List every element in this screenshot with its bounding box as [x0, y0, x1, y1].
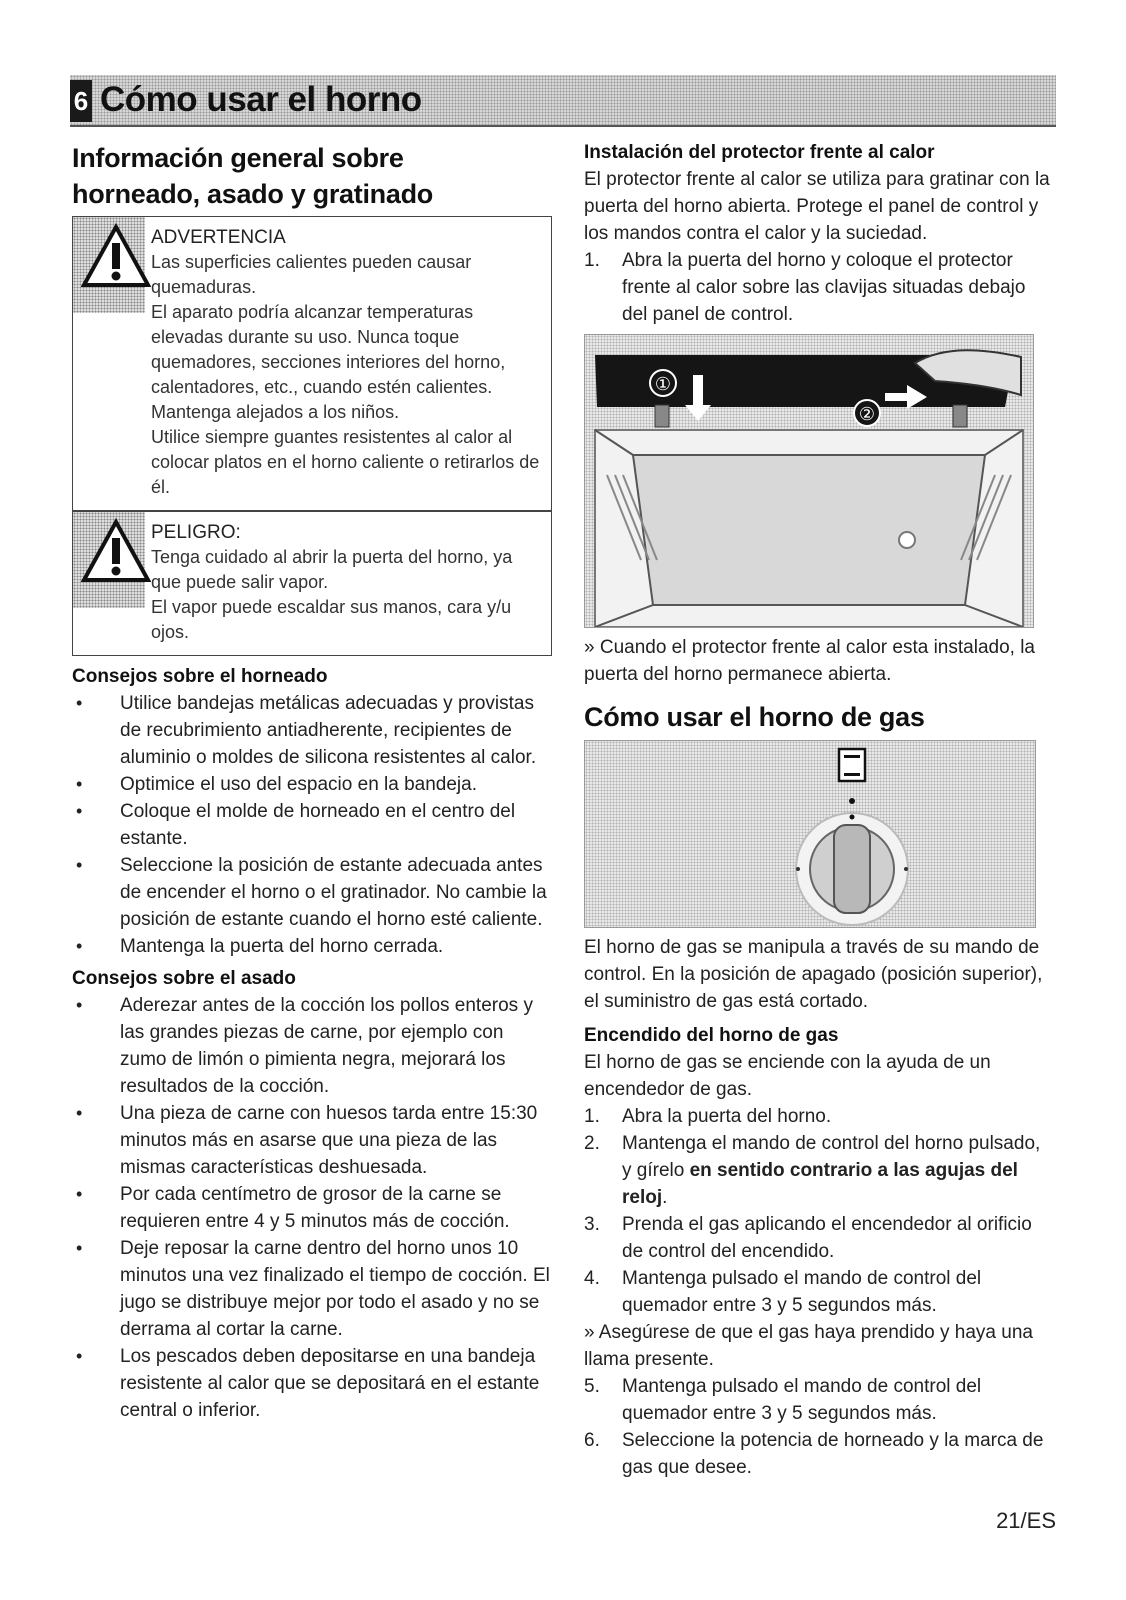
heat-shield-note: » Cuando el protector frente al calor esta instalado, la puerta del horno permanece abierta.: [584, 637, 1035, 685]
warning-title: ADVERTENCIA: [151, 227, 286, 248]
list-item: [584, 1427, 1054, 1481]
step-text-bold: en sentido contrario a las agujas del reloj: [622, 1160, 1018, 1208]
step-text: Abra la puerta del horno y coloque el protector frente al calor sobre las clavijas situadas debajo del panel de control.: [622, 250, 1026, 325]
heat-shield-heading: Instalación del protector frente al calor: [584, 142, 935, 163]
ignition-check-note: » Asegúrese de que el gas haya prendido y haya una llama presente.: [584, 1322, 1033, 1370]
step-number: 1.: [584, 1106, 600, 1127]
danger-line: El vapor puede escaldar sus manos, cara y/u ojos.: [151, 597, 512, 642]
list-item: • Deje reposar la carne dentro del horno unos 10 minutos una vez finalizado el tiempo de cocción. El jugo se distribuye mejor por todo el asado y no se derrama al cortar la carne.: [72, 1235, 552, 1343]
step-text-after: .: [662, 1187, 668, 1208]
warning-box: [72, 216, 552, 511]
list-item: • Optimice el uso del espacio en la bandeja.: [72, 771, 552, 798]
step-number: 1.: [584, 250, 600, 271]
list-item: [584, 1373, 1054, 1427]
page-number: 21/ES: [996, 1508, 1056, 1533]
heat-shield-steps: [584, 247, 1054, 328]
list-item: • Los pescados deben depositarse en una bandeja resistente al calor que se depositará en el estante central o inferior.: [72, 1343, 552, 1424]
chapter-title: Cómo usar el horno: [100, 80, 422, 119]
step-text: Abra la puerta del horno.: [622, 1106, 832, 1127]
list-item: • Mantenga la puerta del horno cerrada.: [72, 933, 552, 960]
oven-illustration: [585, 335, 1033, 627]
right-column: [584, 140, 1054, 1481]
warning-icon: [81, 223, 151, 289]
step-number: 4.: [584, 1268, 600, 1289]
list-item: • Seleccione la posición de estante adecuada antes de encender el horno o el gratinador. No cambie la posición de estante cuando el horno esté caliente.: [72, 852, 552, 933]
list-item: [584, 1211, 1054, 1265]
list-item: • Aderezar antes de la cocción los pollos enteros y las grandes piezas de carne, por ejemplo con zumo de limón o pimienta negra, mejorará los resultados de la cocción.: [72, 992, 552, 1100]
danger-line: Tenga cuidado al abrir la puerta del horno, ya que puede salir vapor.: [151, 547, 513, 592]
figure-label-1: ①: [654, 374, 672, 394]
left-column: [72, 140, 552, 1424]
step-text: Prenda el gas aplicando el encendedor al orificio de control del encendido.: [622, 1214, 1032, 1262]
figure-label-2: ②: [858, 404, 876, 424]
danger-icon: [81, 518, 151, 584]
ignition-intro: El horno de gas se enciende con la ayuda de un encendedor de gas.: [584, 1052, 991, 1100]
control-knob-illustration: [585, 741, 1035, 927]
warning-line: Las superficies calientes pueden causar quemaduras.: [151, 252, 472, 297]
ignition-steps: [584, 1103, 1054, 1319]
heat-shield-intro: El protector frente al calor se utiliza para gratinar con la puerta del horno abierta. Protege el panel de control y los mandos contra el calor y la suciedad.: [584, 169, 1050, 244]
step-text: Mantenga pulsado el mando de control del quemador entre 3 y 5 segundos más.: [622, 1268, 982, 1316]
gas-oven-description: El horno de gas se manipula a través de su mando de control. En la posición de apagado (posición superior), el suministro de gas está cortado.: [584, 937, 1043, 1012]
roasting-tips-list: [72, 992, 552, 1424]
ignition-steps-continued: [584, 1373, 1054, 1481]
step-number: 5.: [584, 1376, 600, 1397]
step-number: 2.: [584, 1133, 600, 1154]
step-number: 3.: [584, 1214, 600, 1235]
step-text: Mantenga pulsado el mando de control del quemador entre 3 y 5 segundos más.: [622, 1376, 982, 1424]
ignition-heading: Encendido del horno de gas: [584, 1025, 839, 1046]
list-item: [584, 1103, 1054, 1130]
danger-box: [72, 511, 552, 656]
list-item: • Una pieza de carne con huesos tarda entre 15:30 minutos más en asarse que una pieza de las mismas características deshuesada.: [72, 1100, 552, 1181]
step-text: Mantenga el mando de control del horno pulsado, y gírelo: [622, 1133, 1041, 1181]
gas-oven-heading: Cómo usar el horno de gas: [584, 702, 925, 732]
list-item: [584, 247, 1054, 328]
warning-line: Utilice siempre guantes resistentes al calor al colocar platos en el horno caliente o retirarlos de él.: [151, 427, 540, 497]
chapter-header: [70, 75, 1056, 127]
baking-tips-list: [72, 690, 552, 960]
list-item: • Utilice bandejas metálicas adecuadas y provistas de recubrimiento antiadherente, recipientes de aluminio o moldes de silicona resistentes al calor.: [72, 690, 552, 771]
section-heading-general: Información general sobre horneado, asado y gratinado: [72, 143, 433, 209]
heat-shield-figure: [584, 334, 1034, 628]
chapter-number: 6: [70, 80, 92, 122]
control-knob-figure: [584, 740, 1036, 928]
list-item: • Por cada centímetro de grosor de la carne se requieren entre 4 y 5 minutos más de cocción.: [72, 1181, 552, 1235]
step-number: 6.: [584, 1430, 600, 1451]
list-item: [584, 1130, 1054, 1211]
roasting-tips-heading: Consejos sobre el asado: [72, 968, 296, 989]
danger-title: PELIGRO:: [151, 522, 241, 543]
step-text: Seleccione la potencia de horneado y la marca de gas que desee.: [622, 1430, 1044, 1478]
baking-tips-heading: Consejos sobre el horneado: [72, 666, 328, 687]
list-item: [584, 1265, 1054, 1319]
list-item: • Coloque el molde de horneado en el centro del estante.: [72, 798, 552, 852]
warning-line: El aparato podría alcanzar temperaturas elevadas durante su uso. Nunca toque quemadores, secciones interiores del horno, calentadores, etc., cuando estén calientes. Mantenga alejados a los niños.: [151, 302, 506, 422]
